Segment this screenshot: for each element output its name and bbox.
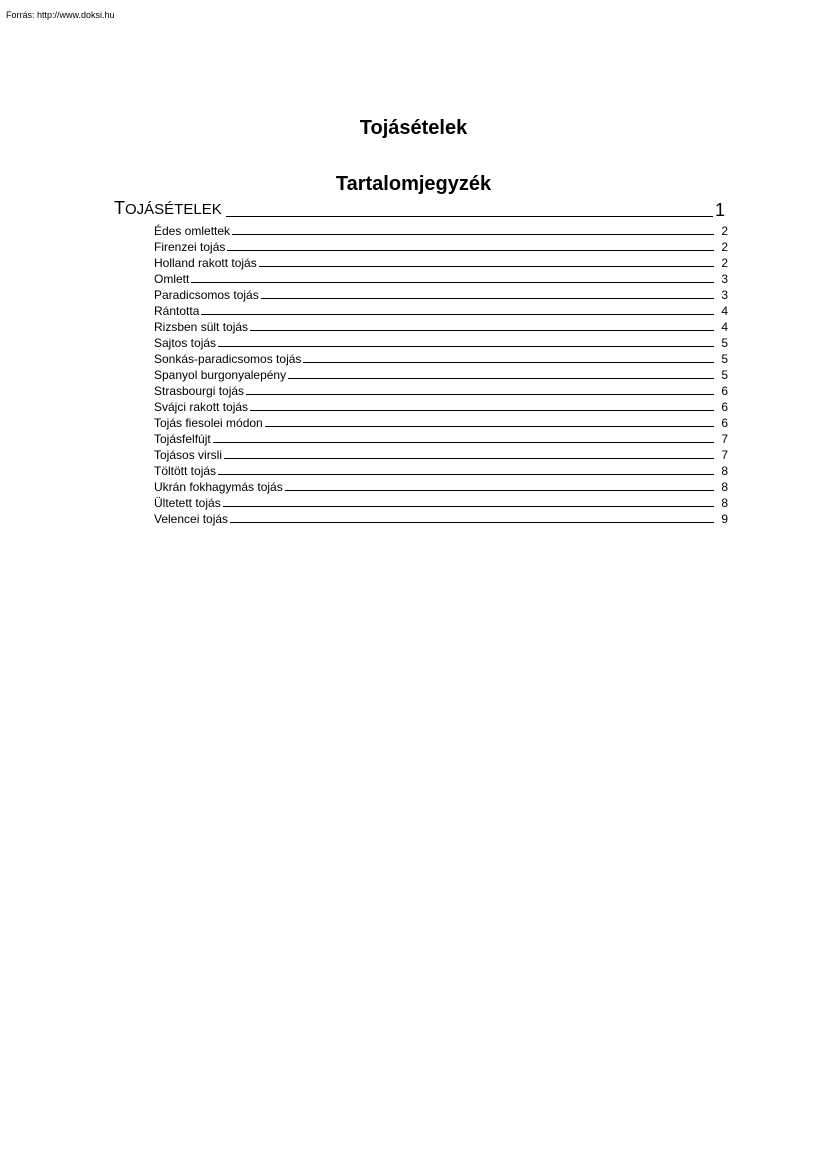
toc-item[interactable] [154, 334, 728, 350]
toc-item-label: Tojás fiesolei módon [154, 416, 263, 430]
document-title: Tojásételek [359, 117, 468, 139]
toc-item[interactable] [154, 414, 728, 430]
toc-item-page: 2 [721, 256, 728, 270]
toc-leader-line [218, 346, 714, 347]
toc-item-page: 5 [721, 336, 728, 350]
toc-item-page: 8 [721, 480, 728, 494]
toc-leader-line [218, 474, 714, 475]
toc-item-label: Édes omlettek [154, 224, 231, 238]
toc-item-page: 5 [721, 368, 728, 382]
toc-leader-line [230, 522, 714, 523]
toc-item-label: Rizsben sült tojás [154, 320, 249, 334]
toc-item-label: Omlett [154, 272, 190, 286]
toc-item-label: Firenzei tojás [154, 240, 226, 254]
toc-item[interactable] [154, 510, 728, 526]
toc-item[interactable] [154, 286, 728, 302]
toc-item[interactable] [154, 382, 728, 398]
toc-item[interactable] [154, 446, 728, 462]
toc-leader-line [246, 394, 714, 395]
toc-leader-line [224, 458, 714, 459]
toc-leader-line [259, 266, 714, 267]
toc-item-page: 6 [721, 384, 728, 398]
toc-item[interactable] [154, 302, 728, 318]
toc-item-label: Svájci rakott tojás [154, 400, 249, 414]
toc-leader-line [303, 362, 714, 363]
toc-item-label: Paradicsomos tojás [154, 288, 259, 302]
toc-item[interactable] [154, 494, 728, 510]
toc-leader-line [213, 442, 714, 443]
toc-list [154, 222, 728, 526]
toc-item[interactable] [154, 462, 728, 478]
toc-leader-line [201, 314, 714, 315]
toc-item-page: 2 [721, 224, 728, 238]
toc-item-page: 8 [721, 464, 728, 478]
toc-item-page: 4 [721, 320, 728, 334]
toc-main-entry-rest: OJÁSÉTELEK [125, 201, 222, 218]
toc-main-entry-label [114, 197, 222, 221]
toc-item-page: 4 [721, 304, 728, 318]
toc-item-page: 7 [721, 432, 728, 446]
toc-item-label: Töltött tojás [154, 464, 217, 478]
toc-main-entry[interactable] [114, 199, 725, 221]
toc-item-page: 3 [721, 288, 728, 302]
toc-item-page: 8 [721, 496, 728, 510]
toc-item-label: Strasbourgi tojás [154, 384, 245, 398]
toc-item-label: Holland rakott tojás [154, 256, 257, 270]
toc-main-entry-page: 1 [714, 200, 725, 220]
toc-item-page: 7 [721, 448, 728, 462]
toc-leader-line [250, 410, 714, 411]
toc-leader-line [227, 250, 714, 251]
toc-leader-line [226, 216, 713, 217]
toc-item[interactable] [154, 318, 728, 334]
toc-item[interactable] [154, 398, 728, 414]
toc-leader-line [191, 282, 714, 283]
toc-item[interactable] [154, 270, 728, 286]
toc-item-label: Velencei tojás [154, 512, 229, 526]
toc-main-entry-initial: T [114, 198, 125, 218]
toc-item-label: Tojásfelfújt [154, 432, 211, 446]
toc-item-label: Spanyol burgonyalepény [154, 368, 287, 382]
toc-leader-line [288, 378, 714, 379]
toc-item-page: 5 [721, 352, 728, 366]
toc-item-label: Tojásos virsli [154, 448, 223, 462]
toc-leader-line [232, 234, 714, 235]
toc-item[interactable] [154, 350, 728, 366]
toc-item-label: Rántotta [154, 304, 200, 318]
toc-item[interactable] [154, 254, 728, 270]
toc-leader-line [265, 426, 714, 427]
toc-leader-line [223, 506, 714, 507]
toc-item[interactable] [154, 238, 728, 254]
toc-item[interactable] [154, 222, 728, 238]
toc-item-page: 2 [721, 240, 728, 254]
source-note: Forrás: http://www.doksi.hu [6, 10, 115, 20]
toc-item-label: Ukrán fokhagymás tojás [154, 480, 283, 494]
toc-item-label: Sajtos tojás [154, 336, 217, 350]
toc-item[interactable] [154, 430, 728, 446]
toc-item-page: 6 [721, 400, 728, 414]
toc-heading: Tartalomjegyzék [335, 173, 492, 195]
toc-item-label: Sonkás-paradicsomos tojás [154, 352, 302, 366]
toc-leader-line [285, 490, 714, 491]
toc-item-page: 9 [721, 512, 728, 526]
toc-item-page: 3 [721, 272, 728, 286]
toc-item[interactable] [154, 366, 728, 382]
toc-leader-line [261, 298, 714, 299]
toc-item-page: 6 [721, 416, 728, 430]
toc-item-label: Ültetett tojás [154, 496, 221, 510]
toc-item[interactable] [154, 478, 728, 494]
toc-leader-line [250, 330, 714, 331]
